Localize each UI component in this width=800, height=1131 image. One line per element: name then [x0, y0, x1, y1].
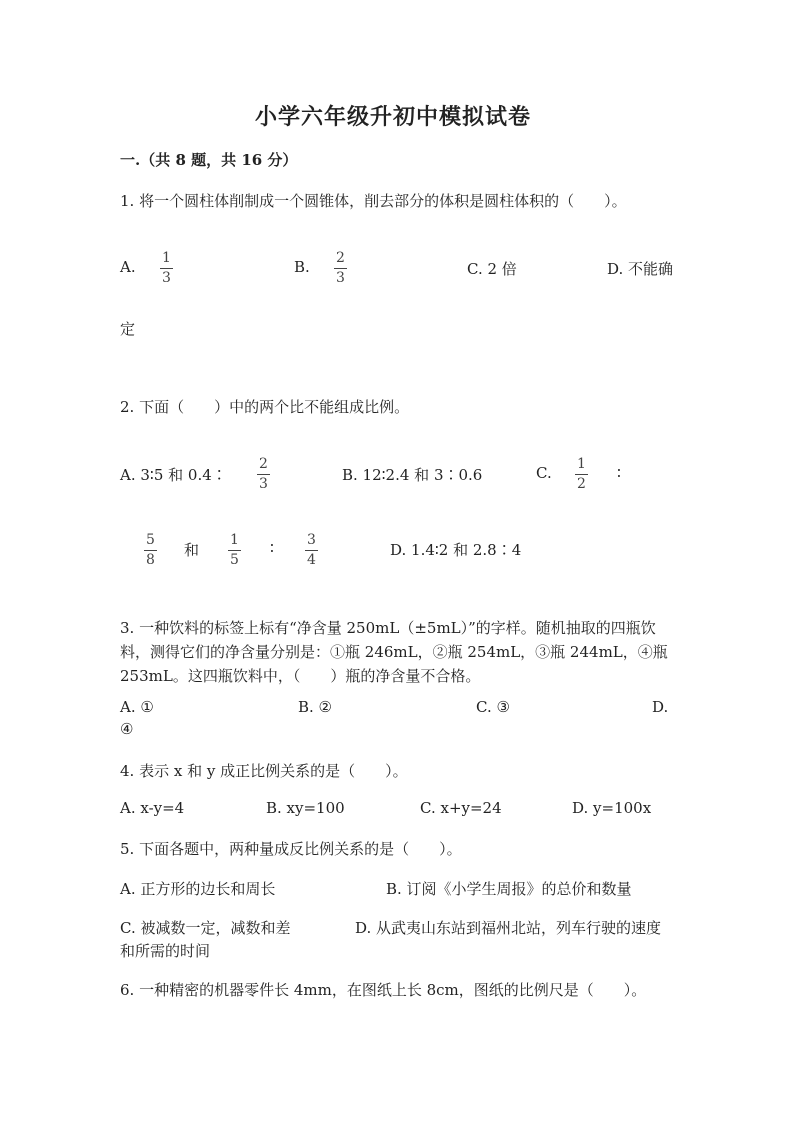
q2-option-c-fraction-4 — [305, 532, 318, 569]
numerator: 1 — [230, 532, 239, 548]
q5-option-b[interactable]: B. 订阅《小学生周报》的总价和数量 — [386, 880, 632, 898]
q2-option-c-and: 和 — [184, 541, 200, 559]
q2-option-b[interactable]: B. 12∶2.4 和 3∶0.6 — [342, 466, 483, 484]
denominator: 3 — [162, 270, 171, 286]
q3-option-c[interactable]: C. ③ — [476, 698, 510, 716]
numerator: 1 — [577, 456, 586, 472]
numerator: 2 — [336, 250, 345, 266]
q5-option-c[interactable]: C. 被减数一定，减数和差 — [120, 919, 291, 937]
q2-option-a[interactable]: A. 3∶5 和 0.4∶ — [120, 466, 227, 484]
q4-option-b[interactable]: B. xy=100 — [266, 799, 345, 817]
q5-option-d-wrap: 和所需的时间 — [120, 942, 211, 960]
q4-option-c[interactable]: C. x+y=24 — [420, 799, 502, 817]
q1-option-b-fraction — [334, 250, 347, 287]
denominator: 3 — [336, 270, 345, 286]
q2-option-c-colon: ∶ — [617, 464, 621, 482]
numerator: 5 — [146, 532, 155, 548]
denominator: 2 — [577, 476, 586, 492]
question-5-stem: 5. 下面各题中，两种量成反比例关系的是（ ）。 — [120, 840, 462, 858]
question-2-stem: 2. 下面（ ）中的两个比不能组成比例。 — [120, 398, 410, 416]
q1-option-d[interactable]: D. 不能确 — [607, 260, 674, 278]
q2-option-c-fraction-2 — [144, 532, 157, 569]
section-heading: 一.（共 8 题，共 16 分） — [120, 151, 298, 169]
question-4-stem: 4. 表示 x 和 y 成正比例关系的是（ ）。 — [120, 762, 408, 780]
q1-option-a-fraction — [160, 250, 173, 287]
q5-option-d[interactable]: D. 从武夷山东站到福州北站，列车行驶的速度 — [355, 919, 662, 937]
q1-option-a-label[interactable]: A. — [120, 258, 136, 276]
q3-option-d[interactable]: D. — [652, 698, 669, 716]
q2-option-c-fraction-3 — [228, 532, 241, 569]
q1-option-d-wrap: 定 — [120, 320, 136, 338]
q4-option-d[interactable]: D. y=100x — [572, 799, 652, 817]
q2-option-c-label[interactable]: C. — [536, 464, 552, 482]
q1-option-c[interactable]: C. 2 倍 — [467, 260, 517, 278]
question-3-line-3: 253mL。这四瓶饮料中，（ ）瓶的净含量不合格。 — [120, 667, 481, 685]
denominator: 3 — [259, 476, 268, 492]
question-3-line-2: 料，测得它们的净含量分别是：①瓶 246mL，②瓶 254mL，③瓶 244mL，④瓶 — [120, 643, 668, 661]
numerator: 2 — [259, 456, 268, 472]
q3-option-d-wrap: ④ — [120, 720, 134, 738]
denominator: 5 — [230, 552, 239, 568]
q2-option-d[interactable]: D. 1.4∶2 和 2.8∶4 — [390, 541, 522, 559]
question-1-stem: 1. 将一个圆柱体削制成一个圆锥体，削去部分的体积是圆柱体积的（ ）。 — [120, 192, 627, 210]
q2-option-c-fraction — [575, 456, 588, 493]
q1-option-b-label[interactable]: B. — [294, 258, 310, 276]
denominator: 4 — [307, 552, 316, 568]
q2-option-c-colon-2: ∶ — [270, 539, 274, 557]
q3-option-a[interactable]: A. ① — [120, 698, 154, 716]
q5-option-a[interactable]: A. 正方形的边长和周长 — [120, 880, 276, 898]
numerator: 3 — [307, 532, 316, 548]
denominator: 8 — [146, 552, 155, 568]
question-6-stem: 6. 一种精密的机器零件长 4mm，在图纸上长 8cm，图纸的比例尺是（ ）。 — [120, 981, 647, 999]
q2-option-a-fraction — [257, 456, 270, 493]
q3-option-b[interactable]: B. ② — [298, 698, 333, 716]
question-3-line-1: 3. 一种饮料的标签上标有“净含量 250mL（±5mL）”的字样。随机抽取的四瓶饮 — [120, 619, 656, 637]
page-title: 小学六年级升初中模拟试卷 — [255, 104, 532, 130]
numerator: 1 — [162, 250, 171, 266]
q4-option-a[interactable]: A. x-y=4 — [120, 799, 185, 817]
